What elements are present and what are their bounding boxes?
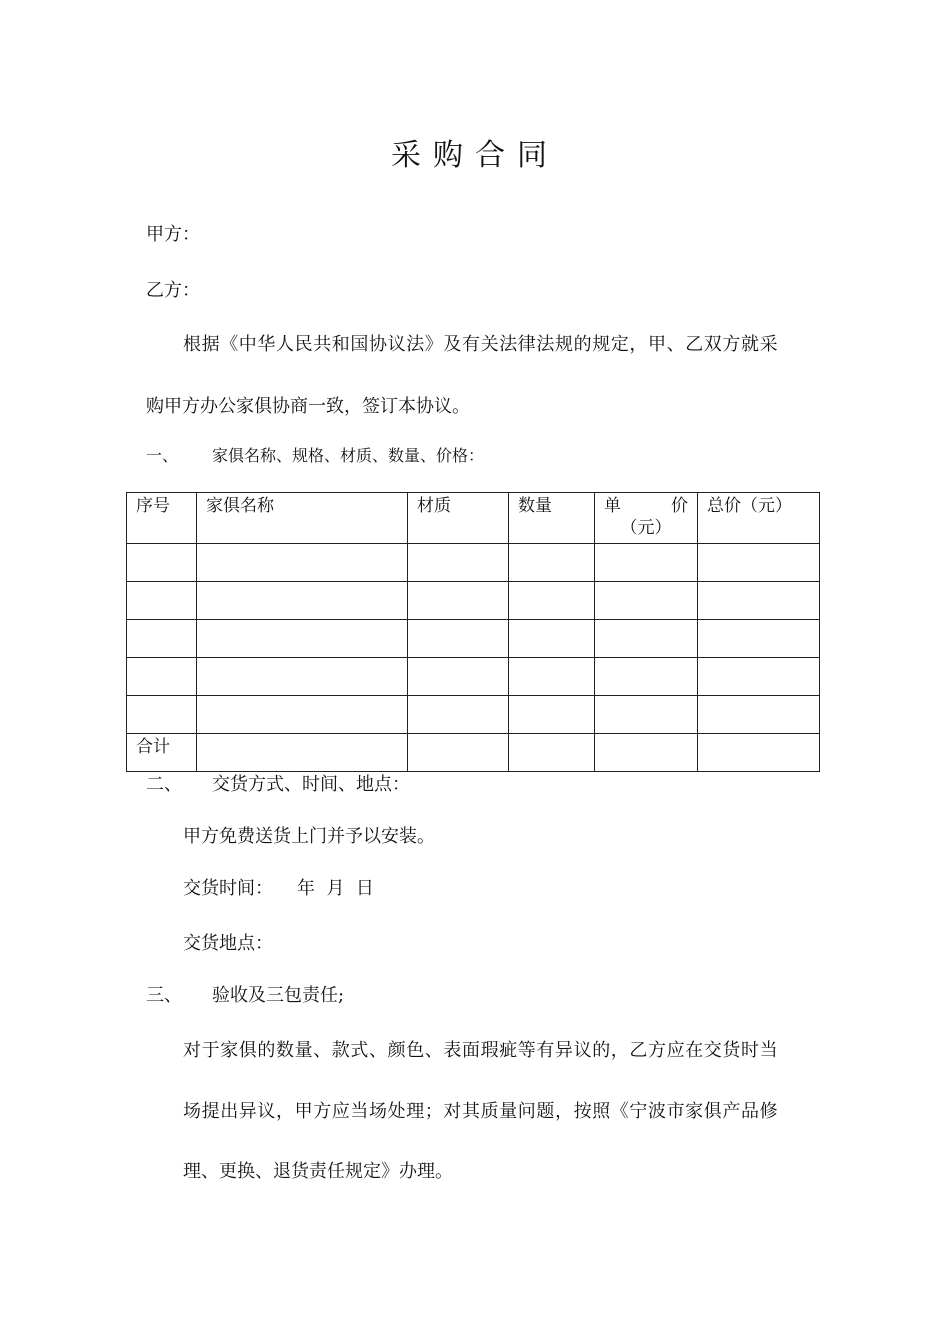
table-total-row bbox=[127, 734, 820, 772]
table-row bbox=[127, 544, 820, 582]
party-b-label: 乙方： bbox=[146, 280, 200, 301]
section-1-number: 一、 bbox=[146, 446, 179, 465]
section-3-number: 三、 bbox=[146, 985, 182, 1006]
acceptance-line-3: 理、更换、退货责任规定》办理。 bbox=[183, 1161, 453, 1182]
table-row bbox=[127, 696, 820, 734]
total-label: 合计 bbox=[127, 734, 197, 772]
delivery-time bbox=[183, 874, 374, 900]
section-3-title: 验收及三包责任; bbox=[212, 985, 345, 1006]
acceptance-line-2: 场提出异议，甲方应当场处理；对其质量问题，按照《宁波市家俱产品修 bbox=[183, 1101, 779, 1122]
delivery-place-label: 交货地点： bbox=[183, 933, 273, 954]
header-unit-price: 单 价 （元） bbox=[595, 493, 698, 544]
table-header-row bbox=[127, 493, 820, 544]
section-3-heading bbox=[146, 981, 344, 1007]
intro-line-2: 购甲方办公家俱协商一致，签订本协议。 bbox=[146, 396, 470, 417]
document-title: 采购合同 bbox=[391, 138, 559, 173]
section-2-title: 交货方式、时间、地点： bbox=[212, 774, 410, 795]
table-row bbox=[127, 658, 820, 696]
header-name: 家俱名称 bbox=[197, 493, 408, 544]
delivery-method: 甲方免费送货上门并予以安装。 bbox=[183, 826, 435, 847]
delivery-time-value: 年 月 日 bbox=[297, 878, 374, 899]
party-a-label: 甲方： bbox=[146, 224, 200, 245]
intro-line-1: 根据《中华人民共和国协议法》及有关法律法规的规定，甲、乙双方就采 bbox=[183, 334, 779, 355]
section-1-title: 家俱名称、规格、材质、数量、价格： bbox=[212, 446, 485, 465]
section-1-heading bbox=[146, 443, 484, 466]
header-total: 总价（元） bbox=[698, 493, 820, 544]
section-2-number: 二、 bbox=[146, 774, 182, 795]
table-row bbox=[127, 620, 820, 658]
furniture-table bbox=[126, 492, 820, 772]
section-2-heading bbox=[146, 770, 410, 796]
acceptance-line-1: 对于家俱的数量、款式、颜色、表面瑕疵等有异议的，乙方应在交货时当 bbox=[183, 1040, 779, 1061]
header-material: 材质 bbox=[408, 493, 509, 544]
table-row bbox=[127, 582, 820, 620]
delivery-time-label: 交货时间： bbox=[183, 878, 273, 899]
header-seq: 序号 bbox=[127, 493, 197, 544]
header-quantity: 数量 bbox=[509, 493, 595, 544]
